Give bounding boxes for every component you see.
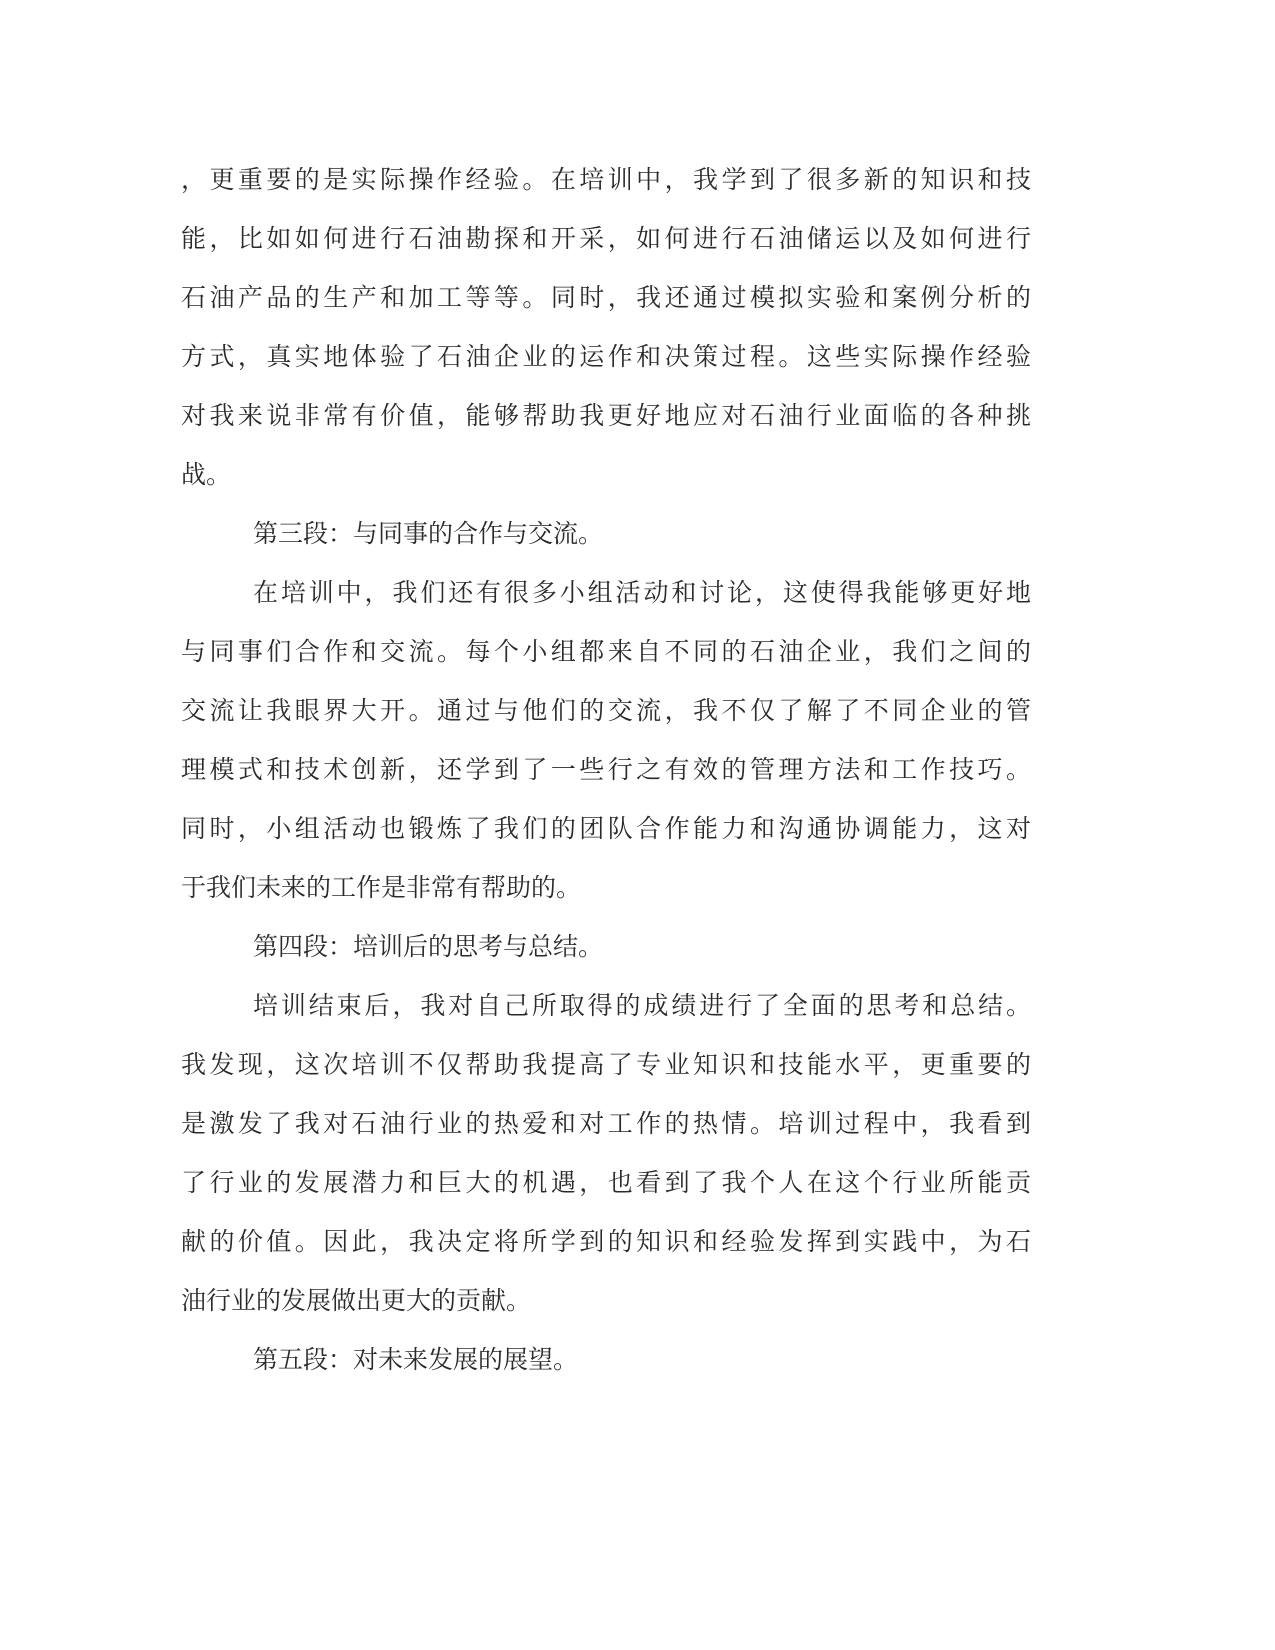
paragraph-line: 石油产品的生产和加工等等。同时，我还通过模拟实验和案例分析的 bbox=[181, 283, 1031, 312]
paragraph-line: 油行业的发展做出更大的贡献。 bbox=[181, 1286, 532, 1315]
paragraph-line: 是激发了我对石油行业的热爱和对工作的热情。培训过程中，我看到 bbox=[181, 1109, 1031, 1138]
paragraph-line: 与同事们合作和交流。每个小组都来自不同的石油企业，我们之间的 bbox=[181, 637, 1031, 666]
paragraph-line: 于我们未来的工作是非常有帮助的。 bbox=[181, 873, 582, 902]
paragraph-line: 能，比如如何进行石油勘探和开采，如何进行石油储运以及如何进行 bbox=[181, 224, 1031, 253]
paragraph-line: 同时，小组活动也锻炼了我们的团队合作能力和沟通协调能力，这对 bbox=[181, 814, 1031, 843]
paragraph-line: 在培训中，我们还有很多小组活动和讨论，这使得我能够更好地 bbox=[253, 578, 1031, 607]
paragraph-line: 我发现，这次培训不仅帮助我提高了专业知识和技能水平，更重要的 bbox=[181, 1050, 1031, 1079]
paragraph-line: 对我来说非常有价值，能够帮助我更好地应对石油行业面临的各种挑 bbox=[181, 401, 1031, 430]
paragraph-line: 了行业的发展潜力和巨大的机遇，也看到了我个人在这个行业所能贡 bbox=[181, 1168, 1031, 1197]
paragraph-line: 方式，真实地体验了石油企业的运作和决策过程。这些实际操作经验 bbox=[181, 342, 1031, 371]
paragraph-line: 献的价值。因此，我决定将所学到的知识和经验发挥到实践中，为石 bbox=[181, 1227, 1031, 1256]
paragraph-line: 理模式和技术创新，还学到了一些行之有效的管理方法和工作技巧。 bbox=[181, 755, 1031, 784]
paragraph-line: 战。 bbox=[181, 460, 232, 489]
paragraph-line: ，更重要的是实际操作经验。在培训中，我学到了很多新的知识和技 bbox=[181, 165, 1031, 194]
section-heading: 第五段：对未来发展的展望。 bbox=[253, 1345, 579, 1374]
paragraph-line: 培训结束后，我对自己所取得的成绩进行了全面的思考和总结。 bbox=[253, 991, 1031, 1020]
paragraph-line: 交流让我眼界大开。通过与他们的交流，我不仅了解了不同企业的管 bbox=[181, 696, 1031, 725]
section-heading: 第三段：与同事的合作与交流。 bbox=[253, 519, 604, 548]
document-body bbox=[181, 150, 1031, 1389]
section-heading: 第四段：培训后的思考与总结。 bbox=[253, 932, 604, 961]
